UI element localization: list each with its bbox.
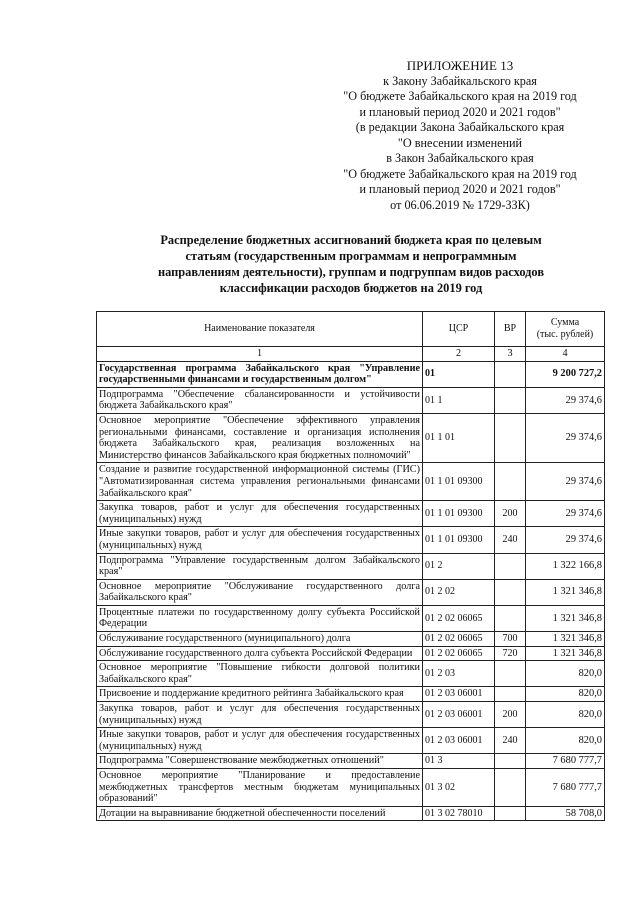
row-csr-cell: 01 1 01 09300 bbox=[423, 501, 495, 527]
row-name-cell: Иные закупки товаров, работ и услуг для обеспечения государственных (муниципальных) нужд bbox=[97, 527, 423, 553]
table-row bbox=[97, 413, 605, 462]
row-vr-cell bbox=[495, 687, 526, 702]
row-csr-cell: 01 3 02 78010 bbox=[423, 806, 495, 821]
row-vr-cell bbox=[495, 661, 526, 687]
row-csr-cell: 01 3 bbox=[423, 754, 495, 769]
row-sum-cell: 820,0 bbox=[526, 661, 605, 687]
row-sum-cell: 29 374,6 bbox=[526, 463, 605, 501]
title-line: классификации расходов бюджетов на 2019 год bbox=[219, 281, 483, 295]
row-csr-cell: 01 1 01 bbox=[423, 413, 495, 462]
table-row bbox=[97, 728, 605, 754]
table-row bbox=[97, 661, 605, 687]
row-sum-cell: 29 374,6 bbox=[526, 413, 605, 462]
table-row bbox=[97, 387, 605, 413]
row-vr-cell: 200 bbox=[495, 702, 526, 728]
row-name-cell: Закупка товаров, работ и услуг для обеспечения государственных (муниципальных) нужд bbox=[97, 501, 423, 527]
row-sum-cell: 820,0 bbox=[526, 728, 605, 754]
table-row bbox=[97, 361, 605, 387]
table-row bbox=[97, 754, 605, 769]
appendix-line: к Закону Забайкальского края bbox=[383, 73, 537, 88]
row-vr-cell: 240 bbox=[495, 728, 526, 754]
row-csr-cell: 01 2 02 06065 bbox=[423, 632, 495, 647]
table-header-row bbox=[97, 312, 605, 347]
row-csr-cell: 01 2 03 06001 bbox=[423, 687, 495, 702]
row-name-cell: Основное мероприятие "Обслуживание государственного долга Забайкальского края" bbox=[97, 579, 423, 605]
row-sum-cell: 9 200 727,2 bbox=[526, 361, 605, 387]
row-name-cell: Иные закупки товаров, работ и услуг для обеспечения государственных (муниципальных) нужд bbox=[97, 728, 423, 754]
row-vr-cell: 240 bbox=[495, 527, 526, 553]
table-row bbox=[97, 702, 605, 728]
row-name-cell: Присвоение и поддержание кредитного рейтинга Забайкальского края bbox=[97, 687, 423, 702]
row-csr-cell: 01 2 02 06065 bbox=[423, 646, 495, 661]
row-csr-cell: 01 1 bbox=[423, 387, 495, 413]
row-name-cell: Подпрограмма "Совершенствование межбюджетных отношений" bbox=[97, 754, 423, 769]
appendix-line: "О бюджете Забайкальского края на 2019 год bbox=[343, 166, 577, 181]
appendix-line: и плановый период 2020 и 2021 годов" bbox=[359, 104, 561, 119]
row-name-cell: Подпрограмма "Обеспечение сбалансированности и устойчивости бюджета Забайкальского края" bbox=[97, 387, 423, 413]
row-sum-cell: 1 321 346,8 bbox=[526, 579, 605, 605]
budget-table bbox=[96, 311, 605, 821]
table-row bbox=[97, 501, 605, 527]
row-csr-cell: 01 2 bbox=[423, 553, 495, 579]
header-csr: ЦСР bbox=[423, 312, 495, 347]
table-row bbox=[97, 579, 605, 605]
row-name-cell: Обслуживание государственного долга субъекта Российской Федерации bbox=[97, 646, 423, 661]
column-number: 3 bbox=[495, 347, 526, 362]
row-csr-cell: 01 2 02 bbox=[423, 579, 495, 605]
appendix-line: от 06.06.2019 № 1729-ЗЗК) bbox=[390, 197, 530, 212]
row-csr-cell: 01 1 01 09300 bbox=[423, 527, 495, 553]
row-csr-cell: 01 2 03 06001 bbox=[423, 728, 495, 754]
row-sum-cell: 29 374,6 bbox=[526, 527, 605, 553]
table-row bbox=[97, 463, 605, 501]
row-name-cell: Закупка товаров, работ и услуг для обеспечения государственных (муниципальных) нужд bbox=[97, 702, 423, 728]
header-sum bbox=[526, 312, 605, 347]
header-name: Наименование показателя bbox=[97, 312, 423, 347]
row-vr-cell bbox=[495, 463, 526, 501]
row-csr-cell: 01 bbox=[423, 361, 495, 387]
table-row bbox=[97, 527, 605, 553]
document-title bbox=[96, 232, 606, 296]
appendix-line: "О внесении изменений bbox=[397, 135, 523, 150]
row-csr-cell: 01 3 02 bbox=[423, 769, 495, 807]
title-line: направлениям деятельности), группам и подгруппам видов расходов bbox=[157, 265, 545, 279]
row-name-cell: Создание и развитие государственной информационной системы (ГИС) "Автоматизированная система управления региональными финансами Забайкальского края" bbox=[97, 463, 423, 501]
table-row bbox=[97, 769, 605, 807]
header-vr: ВР bbox=[495, 312, 526, 347]
row-vr-cell bbox=[495, 387, 526, 413]
row-vr-cell bbox=[495, 806, 526, 821]
row-csr-cell: 01 2 03 bbox=[423, 661, 495, 687]
row-name-cell: Подпрограмма "Управление государственным долгом Забайкальского края" bbox=[97, 553, 423, 579]
row-sum-cell: 29 374,6 bbox=[526, 501, 605, 527]
row-vr-cell bbox=[495, 413, 526, 462]
row-vr-cell: 700 bbox=[495, 632, 526, 647]
appendix-header bbox=[300, 58, 620, 213]
column-number: 2 bbox=[423, 347, 495, 362]
row-name-cell: Обслуживание государственного (муниципального) долга bbox=[97, 632, 423, 647]
header-sum-unit: (тыс. рублей) bbox=[536, 329, 594, 340]
row-sum-cell: 7 680 777,7 bbox=[526, 754, 605, 769]
row-sum-cell: 29 374,6 bbox=[526, 387, 605, 413]
row-sum-cell: 820,0 bbox=[526, 687, 605, 702]
row-csr-cell: 01 1 01 09300 bbox=[423, 463, 495, 501]
row-name-cell: Дотации на выравнивание бюджетной обеспеченности поселений bbox=[97, 806, 423, 821]
table-row bbox=[97, 806, 605, 821]
row-sum-cell: 58 708,0 bbox=[526, 806, 605, 821]
row-csr-cell: 01 2 03 06001 bbox=[423, 702, 495, 728]
column-number: 1 bbox=[97, 347, 423, 362]
table-row bbox=[97, 646, 605, 661]
column-number-row bbox=[97, 347, 605, 362]
row-sum-cell: 1 321 346,8 bbox=[526, 632, 605, 647]
row-sum-cell: 1 322 166,8 bbox=[526, 553, 605, 579]
table-row bbox=[97, 553, 605, 579]
row-sum-cell: 1 321 346,8 bbox=[526, 646, 605, 661]
row-name-cell: Государственная программа Забайкальского края "Управление государственными финансами и государственным долгом" bbox=[97, 361, 423, 387]
row-vr-cell bbox=[495, 361, 526, 387]
row-vr-cell: 200 bbox=[495, 501, 526, 527]
row-name-cell: Основное мероприятие "Повышение гибкости долговой политики Забайкальского края" bbox=[97, 661, 423, 687]
title-line: статьям (государственным программам и непрограммным bbox=[185, 249, 517, 263]
appendix-title: ПРИЛОЖЕНИЕ 13 bbox=[406, 58, 514, 73]
table-row bbox=[97, 687, 605, 702]
row-csr-cell: 01 2 02 06065 bbox=[423, 605, 495, 631]
row-vr-cell bbox=[495, 605, 526, 631]
row-sum-cell: 7 680 777,7 bbox=[526, 769, 605, 807]
column-number: 4 bbox=[526, 347, 605, 362]
appendix-line: и плановый период 2020 и 2021 годов" bbox=[359, 182, 561, 196]
appendix-line: в Закон Забайкальского края bbox=[386, 151, 534, 165]
row-sum-cell: 820,0 bbox=[526, 702, 605, 728]
row-name-cell: Основное мероприятие "Планирование и предоставление межбюджетных трансфертов местным бюджетам муниципальных образований" bbox=[97, 769, 423, 807]
row-vr-cell bbox=[495, 579, 526, 605]
row-name-cell: Основное мероприятие "Обеспечение эффективного управления региональными финансами, составление и организация исполнения бюджета Забайкальского края, реализация возложенных на Министерство финансов Забайкальского края бюджетных полномочий" bbox=[97, 413, 423, 462]
row-vr-cell bbox=[495, 553, 526, 579]
title-line: Распределение бюджетных ассигнований бюджета края по целевым bbox=[160, 233, 542, 247]
row-vr-cell bbox=[495, 754, 526, 769]
row-name-cell: Процентные платежи по государственному долгу субъекта Российской Федерации bbox=[97, 605, 423, 631]
row-vr-cell bbox=[495, 769, 526, 807]
appendix-line: (в редакции Закона Забайкальского края bbox=[355, 120, 565, 134]
row-sum-cell: 1 321 346,8 bbox=[526, 605, 605, 631]
appendix-line: "О бюджете Забайкальского края на 2019 год bbox=[343, 89, 577, 103]
header-sum-label: Сумма bbox=[550, 317, 580, 329]
row-vr-cell: 720 bbox=[495, 646, 526, 661]
table-row bbox=[97, 632, 605, 647]
table-row bbox=[97, 605, 605, 631]
